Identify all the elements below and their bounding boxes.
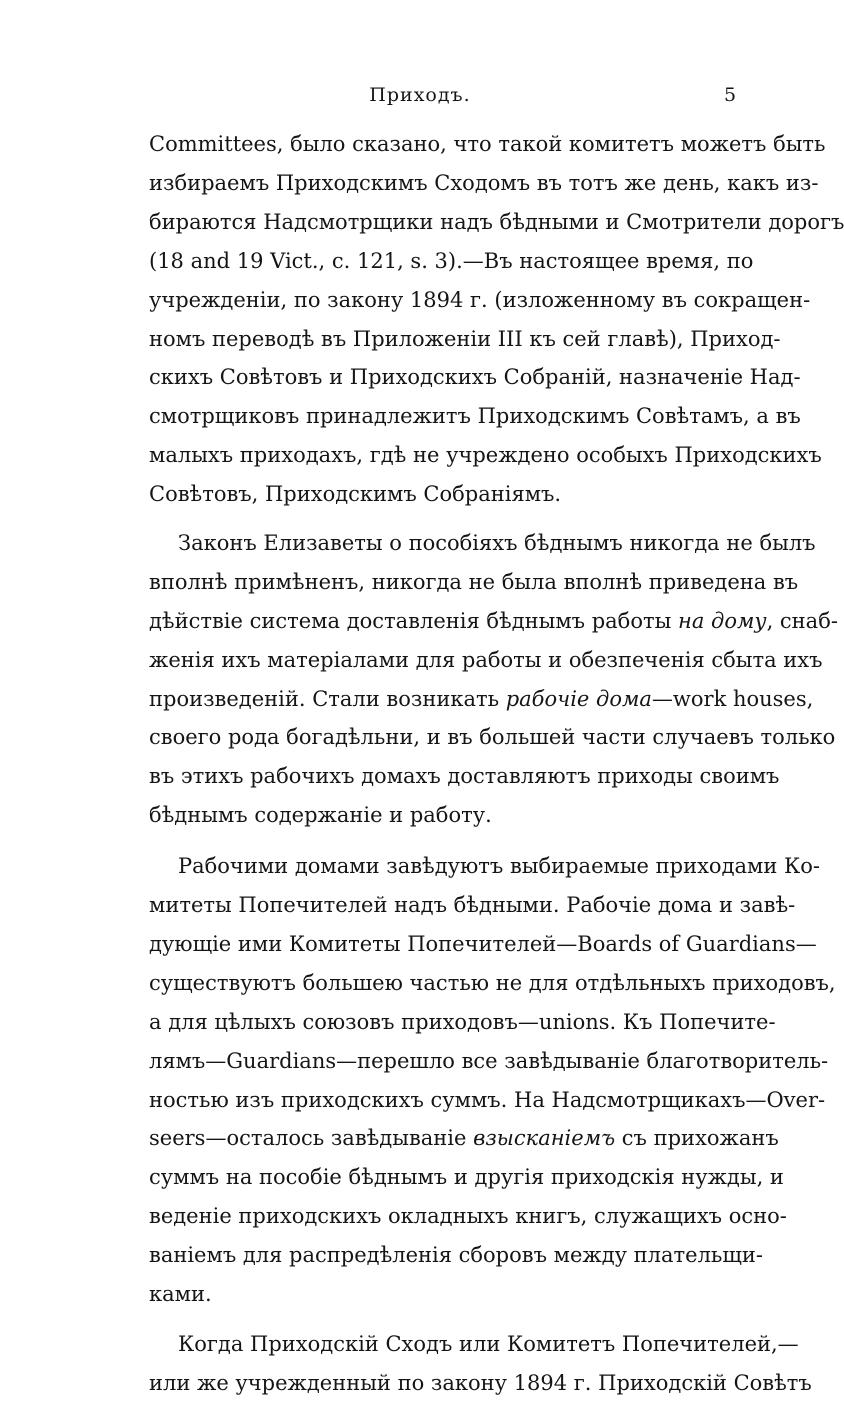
text-line [149,965,836,1001]
text-line [149,758,780,794]
text-line [178,848,821,884]
text-segment: женія ихъ матеріалами для работы и обезпеченія сбыта ихъ [149,648,823,672]
text-segment: малыхъ приходахъ, гдѣ не учреждено особыхъ Приходскихъ [149,443,822,467]
text-segment: своего рода богадѣльни, и въ большей части случаевъ только [149,725,836,749]
text-line [149,1082,826,1118]
text-line [149,204,844,240]
text-segment: митеты Попечителей надъ бѣдными. Рабочіе дома и завѣ- [149,893,796,917]
text-line [149,1004,776,1040]
text-segment: ваніемъ для распредѣленія сборовъ между плательщи- [149,1243,763,1267]
text-line [149,642,823,678]
text-segment: номъ переводѣ въ Приложеніи III къ сей главѣ), Приход- [149,327,781,351]
text-segment: Когда Приходскій Сходъ или Комитетъ Попечителей,— [178,1332,799,1356]
text-line [149,1043,829,1079]
text-segment: или же учрежденный по закону 1894 г. Приходскій Совѣтъ [149,1371,812,1395]
text-segment: въ этихъ рабочихъ домахъ доставляютъ приходы своимъ [149,764,780,788]
text-line [178,525,816,561]
text-segment: произведеній. Стали возникать [149,687,506,711]
italic-text-segment: на дому [677,609,767,633]
text-line [178,1326,799,1362]
text-line [149,1237,763,1273]
text-line [149,681,814,717]
italic-text-segment: рабочіе дома [505,687,652,711]
text-segment: дѣйствіе система доставленія бѣднымъ работы [149,609,678,633]
text-line [149,887,796,923]
text-line [149,797,735,833]
text-segment: скихъ Совѣтовъ и Приходскихъ Собраній, назначеніе Над- [149,365,801,389]
text-line [149,564,799,600]
text-segment: веденіе приходскихъ окладныхъ книгъ, служащихъ осно- [149,1204,787,1228]
text-segment: , снаб- [766,609,838,633]
text-line [149,321,781,357]
text-segment: дующіе ими Комитеты Попечителей—Boards of Guardians— [149,932,817,956]
text-line [149,476,735,512]
text-segment: вполнѣ примѣненъ, никогда не была вполнѣ приведена въ [149,570,799,594]
text-segment: —work houses, [651,687,814,711]
page-number: 5 [724,84,737,106]
text-line [149,719,836,755]
text-line [149,926,817,962]
text-segment: ками. [149,1282,212,1306]
text-segment: смотрщиковъ принадлежитъ Приходскимъ Совѣтамъ, а въ [149,404,801,428]
text-line [149,603,838,639]
text-segment: бѣднымъ содержаніе и работу. [149,803,492,827]
text-line [149,282,811,318]
text-segment: съ прихожанъ [615,1126,779,1150]
text-line [149,398,801,434]
text-line [149,126,826,162]
text-segment: seers—осталось завѣдываніе [149,1126,474,1150]
text-line [149,1120,779,1156]
text-segment: суммъ на пособіе бѣднымъ и другія приходскія нужды, и [149,1165,784,1189]
text-segment: Committees, было сказано, что такой комитетъ можетъ быть [149,132,826,156]
text-line [149,1365,812,1401]
text-line [149,243,754,279]
text-segment: существуютъ большею частью не для отдѣльныхъ приходовъ, [149,971,836,995]
italic-text-segment: взысканіемъ [473,1126,616,1150]
text-segment: а для цѣлыхъ союзовъ приходовъ—unions. Къ Попечите- [149,1010,776,1034]
text-segment: Рабочими домами завѣдуютъ выбираемые приходами Ко- [178,854,821,878]
text-line [149,1159,784,1195]
running-header-title: Приходъ. [369,84,471,106]
text-line [149,1276,735,1312]
text-segment: избираемъ Приходскимъ Сходомъ въ тотъ же день, какъ из- [149,171,819,195]
text-line [149,1198,787,1234]
text-segment: учрежденіи, по закону 1894 г. (изложенному въ сокращен- [149,288,811,312]
text-segment: Законъ Елизаветы о пособіяхъ бѣднымъ никогда не былъ [178,531,816,555]
text-line [149,359,801,395]
text-segment: (18 and 19 Vict., c. 121, s. 3).—Въ настоящее время, по [149,249,754,273]
text-segment: Совѣтовъ, Приходскимъ Собраніямъ. [149,482,562,506]
text-line [149,437,822,473]
text-segment: ностью изъ приходскихъ суммъ. На Надсмотрщикахъ—Over- [149,1088,826,1112]
text-segment: бираются Надсмотрщики надъ бѣдными и Смотрители дорогъ [149,210,844,234]
text-segment: лямъ—Guardians—перешло все завѣдываніе благотворитель- [149,1049,829,1073]
text-line [149,165,819,201]
